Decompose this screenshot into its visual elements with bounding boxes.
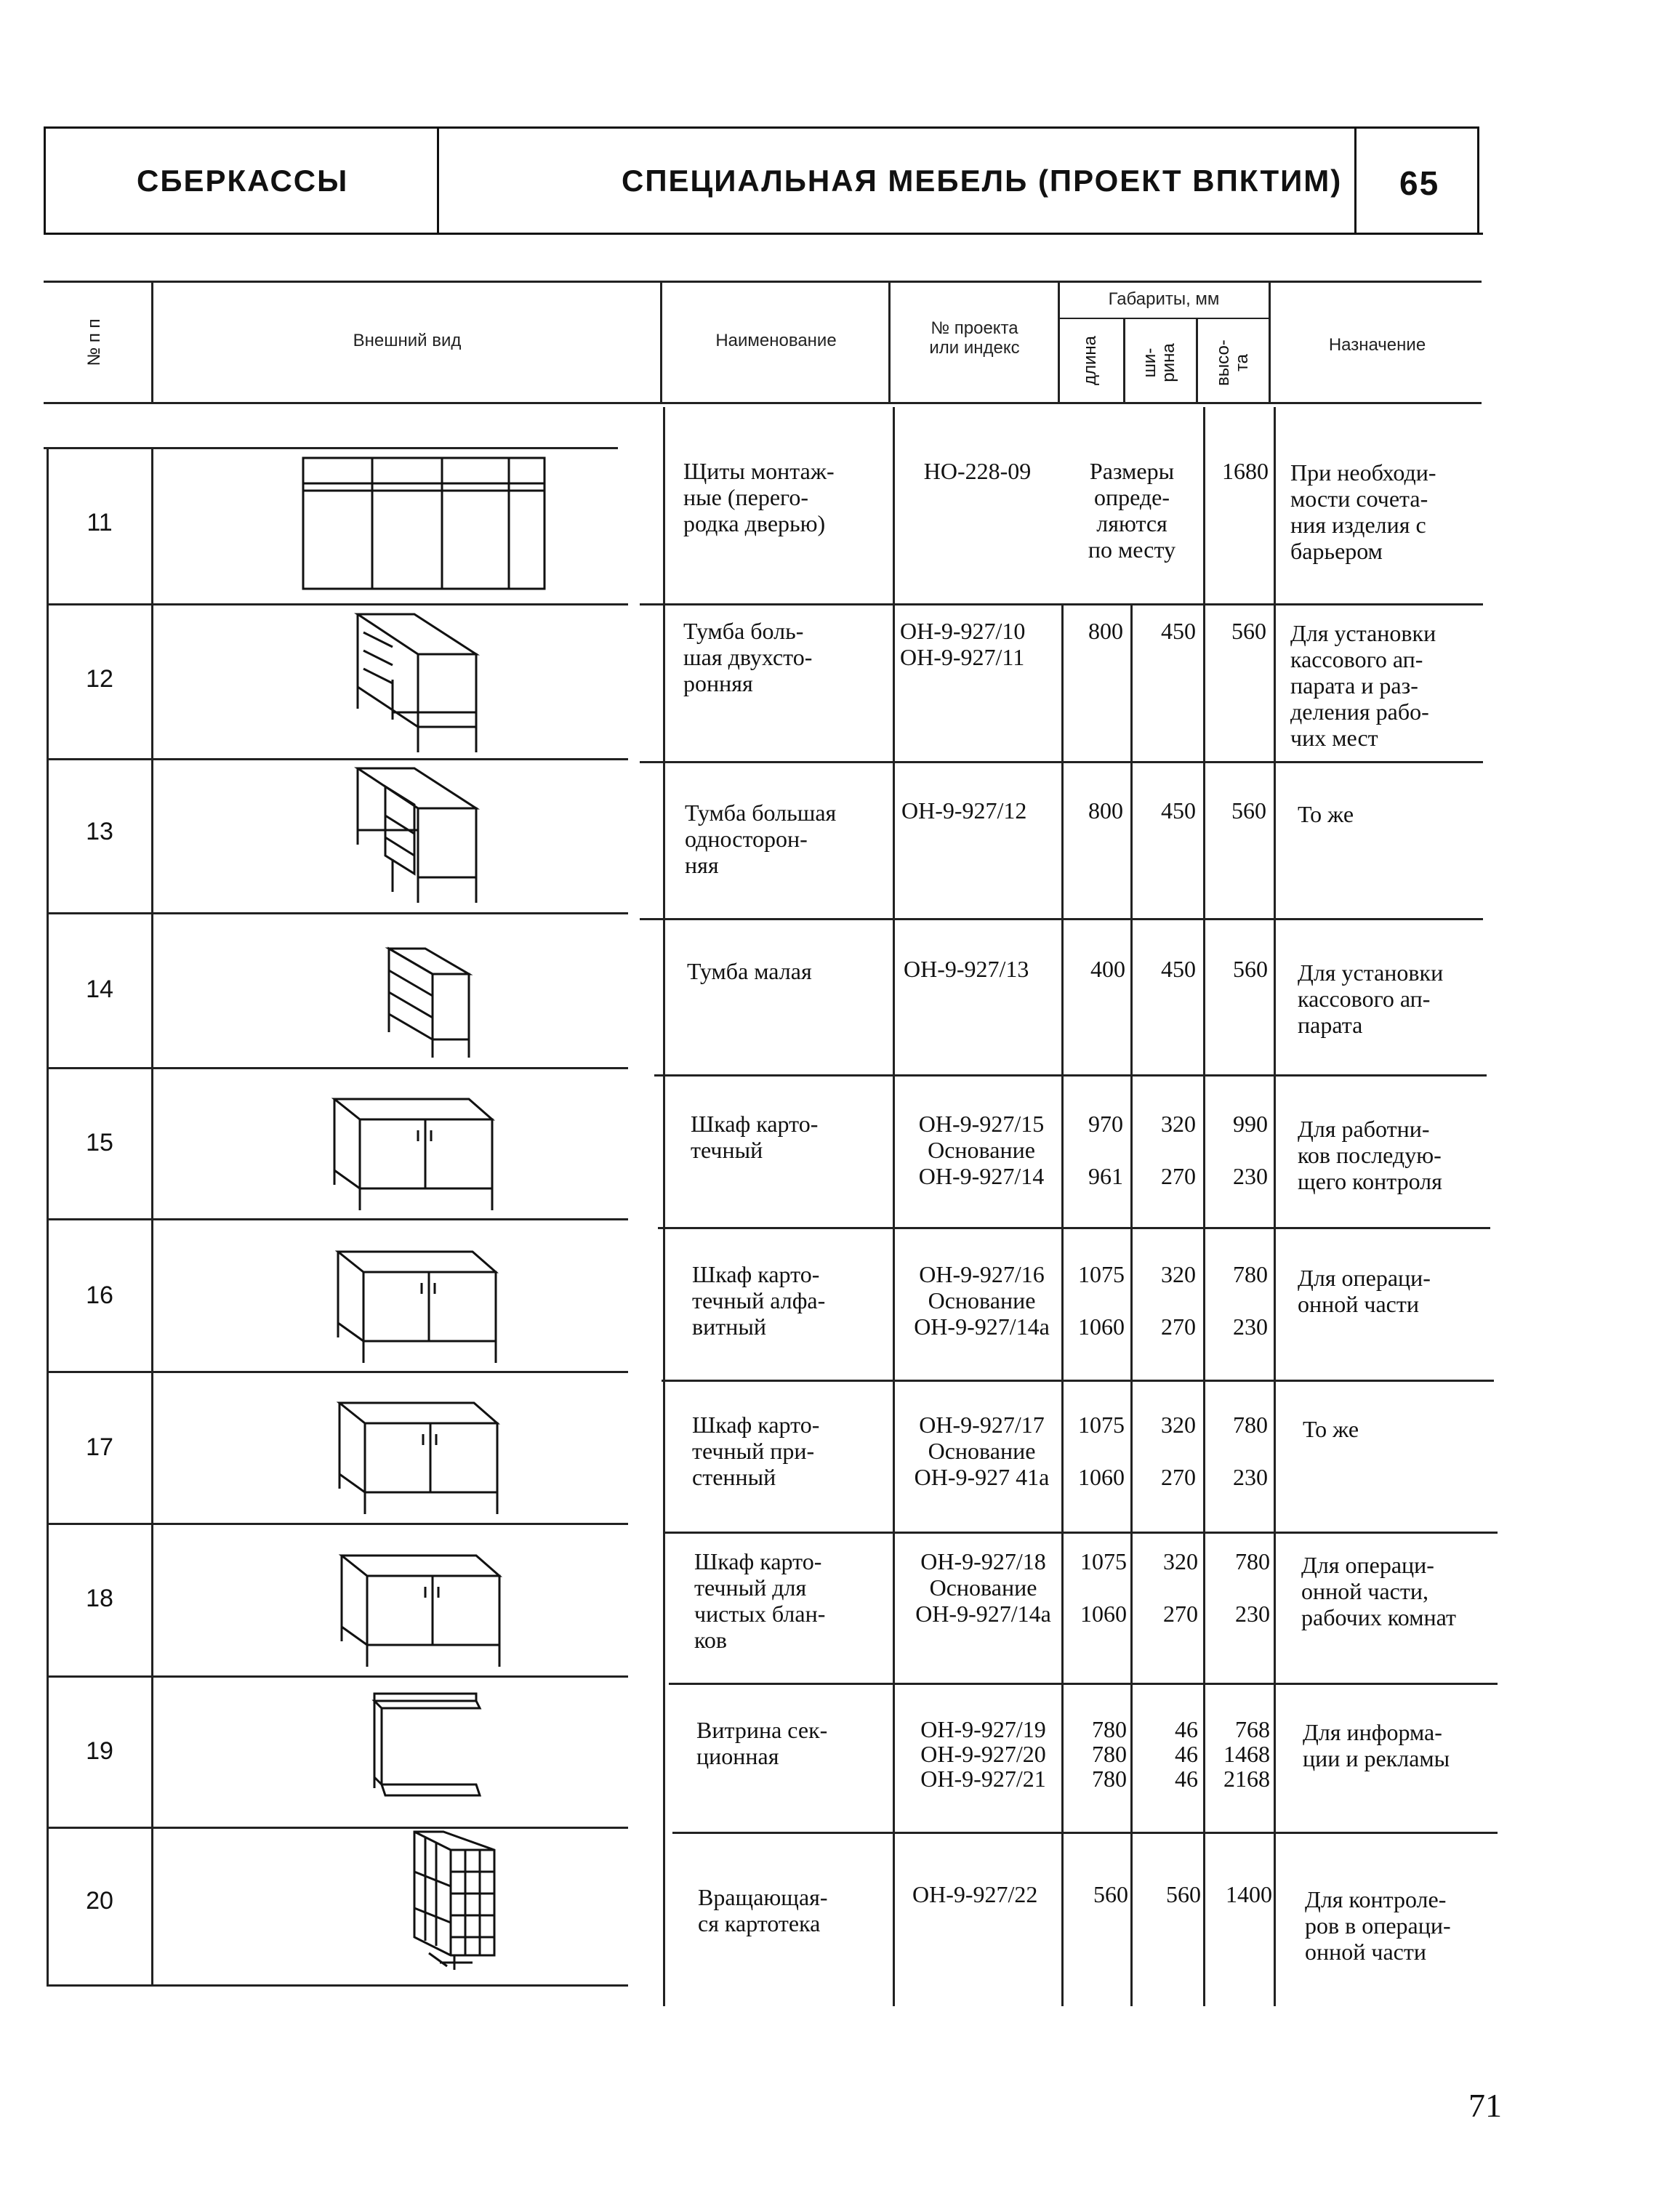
item-name: Тумба большая односторон- няя bbox=[685, 800, 837, 878]
left-bottom-rule bbox=[47, 1984, 628, 1987]
project-index: ОН-9-927/18 Основание ОН-9-927/14а bbox=[915, 1548, 1051, 1627]
alphabetic-card-cabinet-icon bbox=[334, 1243, 509, 1370]
row-rule bbox=[47, 1827, 628, 1829]
section-title: СБЕРКАССЫ bbox=[137, 164, 349, 198]
col-header-name: Наименование bbox=[715, 331, 837, 350]
project-index: ОН-9-927/19 ОН-9-927/20 ОН-9-927/21 bbox=[920, 1716, 1046, 1792]
page-title: СПЕЦИАЛЬНАЯ МЕБЕЛЬ (ПРОЕКТ ВПКТИМ) bbox=[622, 164, 1343, 198]
item-purpose: Для контроле- ров в операци- онной части bbox=[1305, 1886, 1451, 1965]
item-name: Шкаф карто- течный при- стенный bbox=[692, 1412, 820, 1490]
col-divider bbox=[1269, 281, 1271, 403]
row-rule bbox=[658, 1227, 1490, 1229]
project-index: ОН-9-927/16 Основание ОН-9-927/14а bbox=[914, 1261, 1050, 1340]
dim-width: 320 270 bbox=[1161, 1111, 1196, 1189]
item-purpose: Для установки кассового ап- парата и раз- деления рабо- чих мест bbox=[1290, 620, 1436, 751]
row-rule bbox=[47, 1218, 628, 1220]
dim-width: 320 270 bbox=[1163, 1548, 1198, 1627]
item-purpose: Для операци- онной части bbox=[1298, 1265, 1431, 1317]
dim-height: 560 bbox=[1231, 797, 1266, 824]
project-index: ОН-9-927/13 bbox=[904, 956, 1029, 982]
small-cabinet-icon bbox=[382, 945, 483, 1061]
col-header-dims: Габариты, мм bbox=[1108, 289, 1220, 309]
col-header-height: высо- та bbox=[1213, 339, 1252, 386]
row-number: 15 bbox=[86, 1129, 113, 1156]
col-divider bbox=[893, 407, 895, 2006]
col-divider bbox=[1130, 603, 1133, 2006]
dim-height: 780 230 bbox=[1233, 1412, 1268, 1490]
row-rule bbox=[47, 1675, 628, 1678]
double-sided-cabinet-icon bbox=[349, 611, 494, 756]
dim-height: 780 230 bbox=[1235, 1548, 1270, 1627]
table-top-rule bbox=[44, 281, 1482, 283]
row-rule bbox=[47, 1523, 628, 1525]
partition-panels-icon bbox=[302, 454, 549, 592]
col-header-project: № проекта или индекс bbox=[929, 318, 1020, 358]
item-name: Шкаф карто- течный bbox=[691, 1111, 819, 1163]
dim-length: 780 780 780 bbox=[1092, 1716, 1127, 1792]
project-index: ОН-9-927/17 Основание ОН-9-927 41а bbox=[914, 1412, 1050, 1490]
single-sided-cabinet-icon bbox=[349, 765, 494, 910]
header-rule bbox=[44, 233, 1483, 235]
item-name: Вращающая- ся картотека bbox=[698, 1884, 828, 1936]
col-header-purpose: Назначение bbox=[1328, 335, 1426, 355]
dim-height: 1680 bbox=[1222, 458, 1269, 484]
project-index: ОН-9-927/15 Основание ОН-9-927/14 bbox=[918, 1111, 1045, 1189]
row-number: 19 bbox=[86, 1737, 113, 1765]
project-index: НО-228-09 bbox=[923, 458, 1032, 484]
header-divider bbox=[1354, 129, 1357, 234]
left-body-top-rule bbox=[44, 447, 618, 449]
col-header-view: Внешний вид bbox=[353, 331, 462, 350]
item-purpose: То же bbox=[1298, 801, 1354, 827]
table-head-rule bbox=[44, 402, 1482, 404]
num-col-divider bbox=[151, 447, 153, 1986]
col-divider bbox=[1274, 407, 1276, 2006]
dim-width: 320 270 bbox=[1161, 1261, 1196, 1340]
row-number: 18 bbox=[86, 1585, 113, 1612]
dim-height: 1400 bbox=[1226, 1881, 1272, 1907]
sheet-number: 65 bbox=[1399, 164, 1440, 202]
rotating-card-index-icon bbox=[407, 1828, 502, 1973]
dim-width: 46 46 46 bbox=[1175, 1716, 1198, 1792]
col-divider bbox=[151, 281, 153, 403]
project-index: ОН-9-927/22 bbox=[912, 1881, 1038, 1907]
dim-length: 1075 1060 bbox=[1080, 1548, 1127, 1627]
dim-width: 450 bbox=[1161, 956, 1196, 982]
item-name: Щиты монтаж- ные (перего- родка дверью) bbox=[683, 458, 835, 536]
left-frame bbox=[47, 447, 49, 1986]
dim-height: 768 1468 2168 bbox=[1223, 1716, 1270, 1792]
row-number: 20 bbox=[86, 1887, 113, 1915]
dim-length: 970 961 bbox=[1088, 1111, 1123, 1189]
item-name: Шкаф карто- течный алфа- витный bbox=[692, 1261, 826, 1340]
header-divider bbox=[437, 129, 439, 234]
col-divider bbox=[1196, 318, 1198, 403]
dim-height: 560 bbox=[1233, 956, 1268, 982]
dim-length: 1075 1060 bbox=[1078, 1261, 1125, 1340]
item-name: Витрина сек- ционная bbox=[696, 1717, 828, 1769]
col-divider bbox=[1123, 318, 1125, 403]
dim-width: 560 bbox=[1166, 1881, 1201, 1907]
col-header-width: ши- рина bbox=[1140, 343, 1178, 382]
dim-height: 990 230 bbox=[1233, 1111, 1268, 1189]
dim-height: 780 230 bbox=[1233, 1261, 1268, 1340]
dim-width: 320 270 bbox=[1161, 1412, 1196, 1490]
item-purpose: Для информа- ции и рекламы bbox=[1303, 1719, 1450, 1771]
item-name: Шкаф карто- течный для чистых блан- ков bbox=[694, 1548, 826, 1653]
row-rule bbox=[47, 758, 628, 760]
page-number: 71 bbox=[1468, 2087, 1502, 2124]
col-divider bbox=[663, 407, 665, 2006]
row-rule bbox=[665, 1532, 1498, 1534]
project-index: ОН-9-927/10 ОН-9-927/11 bbox=[900, 618, 1026, 670]
dim-width: 450 bbox=[1161, 797, 1196, 824]
dim-length: 560 bbox=[1093, 1881, 1128, 1907]
item-purpose: Для операци- онной части, рабочих комнат bbox=[1301, 1552, 1456, 1630]
dim-length: 800 bbox=[1088, 797, 1123, 824]
row-rule bbox=[47, 1067, 628, 1069]
blank-forms-cabinet-icon bbox=[338, 1547, 513, 1674]
item-purpose: Для установки кассового ап- парата bbox=[1298, 959, 1444, 1038]
row-number: 12 bbox=[86, 665, 113, 693]
card-cabinet-icon bbox=[331, 1090, 505, 1218]
dim-length: 1075 1060 bbox=[1078, 1412, 1125, 1490]
item-purpose: Для работни- ков последую- щего контроля bbox=[1298, 1116, 1442, 1194]
row-number: 11 bbox=[87, 509, 113, 536]
row-rule bbox=[669, 1683, 1498, 1685]
dim-length: Размеры опреде- ляются по месту bbox=[1088, 458, 1176, 563]
dim-height: 560 bbox=[1231, 618, 1266, 644]
row-rule bbox=[47, 603, 628, 605]
row-rule bbox=[672, 1832, 1498, 1834]
row-rule bbox=[47, 1371, 628, 1373]
col-header-length: длина bbox=[1080, 336, 1100, 386]
col-divider bbox=[660, 281, 662, 403]
dim-length: 800 bbox=[1088, 618, 1123, 644]
col-divider bbox=[1058, 281, 1060, 403]
row-rule bbox=[47, 912, 628, 914]
row-number: 16 bbox=[86, 1281, 113, 1309]
row-number: 17 bbox=[86, 1433, 113, 1461]
col-divider bbox=[888, 281, 891, 403]
row-rule bbox=[662, 1380, 1494, 1382]
item-name: Тумба малая bbox=[687, 958, 812, 984]
col-divider bbox=[1203, 407, 1205, 2006]
item-name: Тумба боль- шая двухсто- ронняя bbox=[683, 618, 813, 696]
col-header-num: № п п bbox=[84, 318, 104, 366]
project-index: ОН-9-927/12 bbox=[901, 797, 1027, 824]
row-number: 13 bbox=[86, 818, 113, 845]
dim-width: 450 bbox=[1161, 618, 1196, 644]
item-purpose: При необходи- мости сочета- ния изделия с барьером bbox=[1290, 459, 1436, 564]
sectional-showcase-icon bbox=[371, 1690, 487, 1806]
row-number: 14 bbox=[86, 975, 113, 1003]
row-rule bbox=[654, 1074, 1487, 1077]
item-purpose: То же bbox=[1303, 1416, 1359, 1442]
header-box bbox=[44, 126, 1479, 234]
wall-card-cabinet-icon bbox=[336, 1394, 510, 1521]
dim-length: 400 bbox=[1090, 956, 1125, 982]
